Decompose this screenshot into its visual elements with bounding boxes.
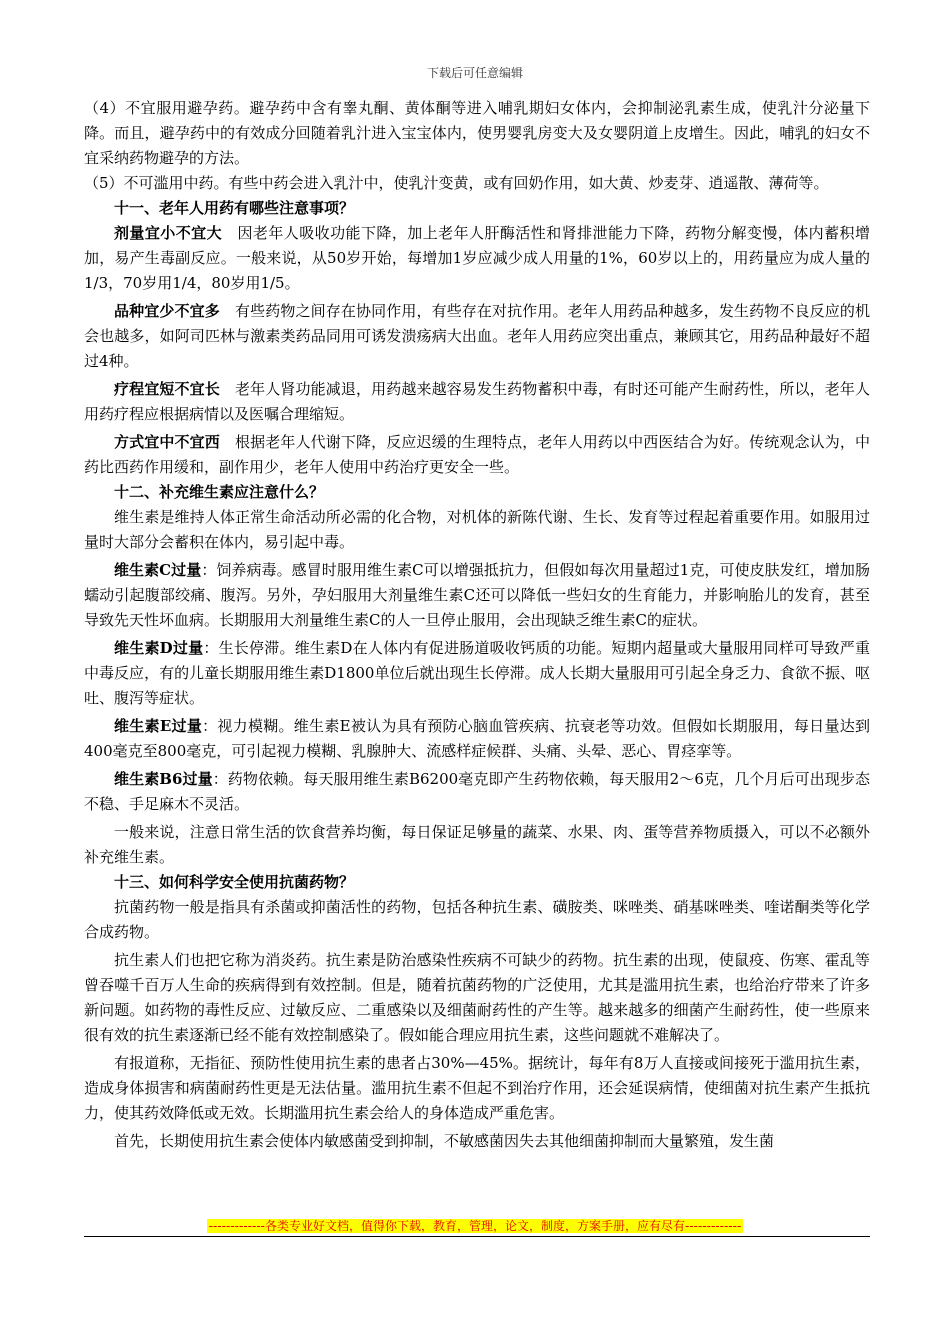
- paragraph-text: 有些药物之间存在协同作用，有些存在对抗作用。老年人用药品种越多，发生药物不良反应的机会也越多，如阿司匹林与激素类药品同用可诱发溃疡病大出血。老年人用药应突出重点，兼顾其它，用药品种最好不超过4种。: [84, 302, 870, 370]
- paragraph-lead: 维生素D过量: [114, 639, 204, 657]
- paragraph: [84, 377, 870, 427]
- paragraph-text: 老年人肾功能减退，用药越来越容易发生药物蓄积中毒，有时还可能产生耐药性，所以，老年人用药疗程应根据病情以及医嘱合理缩短。: [84, 380, 870, 423]
- footer-divider: [84, 1236, 870, 1237]
- paragraph-text: ：视力模糊。维生素E被认为具有预防心脑血管疾病、抗衰老等功效。但假如长期服用，每日量达到400毫克至800毫克，可引起视力模糊、乳腺肿大、流感样症候群、头痛、头晕、恶心、胃痉挛等。: [84, 717, 870, 760]
- paragraph-lead: 维生素C过量: [114, 561, 202, 579]
- paragraph: [84, 299, 870, 374]
- footer-banner: [0, 1215, 950, 1234]
- page-header: 下载后可任意编辑: [426, 66, 523, 80]
- footer-banner-text: -------------各类专业好文档，值得你下载，教育，管理，论文，制度，方案手册，应有尽有-------------: [208, 1219, 742, 1233]
- section-heading-11: 十一、老年人用药有哪些注意事项？: [114, 199, 355, 217]
- paragraph-lead: 维生素B6过量: [114, 770, 213, 788]
- paragraph: [84, 430, 870, 480]
- paragraph-lead: 维生素E过量: [114, 717, 203, 735]
- paragraph: [84, 221, 870, 296]
- paragraph: 抗生素人们也把它称为消炎药。抗生素是防治感染性疾病不可缺少的药物。抗生素的出现，使鼠疫、伤寒、霍乱等曾吞噬千百万人生命的疾病得到有效控制。但是，随着抗菌药物的广泛使用，尤其是滥用抗生素，也给治疗带来了许多新问题。如药物的毒性反应、过敏反应、二重感染以及细菌耐药性的产生等。越来越多的细菌产生耐药性，使一些原来很有效的抗生素逐渐已经不能有效控制感染了。假如能合理应用抗生素，这些问题就不难解决了。: [84, 951, 870, 1044]
- section-heading-13: 十三、如何科学安全使用抗菌药物？: [114, 873, 355, 891]
- paragraph-text: ：饲养病毒。感冒时服用维生素C可以增强抵抗力，但假如每次用量超过1克，可使皮肤发红，增加肠蠕动引起腹部绞痛、腹泻。另外，孕妇服用大剂量维生素C还可以降低一些妇女的生育能力，并影响胎儿的发育，甚至导致先天性坏血病。长期服用大剂量维生素C的人一旦停止服用，会出现缺乏维生素C的症状。: [84, 561, 870, 629]
- paragraph: （4）不宜服用避孕药。避孕药中含有睾丸酮、黄体酮等进入哺乳期妇女体内，会抑制泌乳素生成，使乳汁分泌量下降。而且，避孕药中的有效成分回随着乳汁进入宝宝体内，使男婴乳房变大及女婴阴道上皮增生。因此，哺乳的妇女不宜采纳药物避孕的方法。: [84, 99, 870, 167]
- paragraph: 维生素是维持人体正常生命活动所必需的化合物，对机体的新陈代谢、生长、发育等过程起着重要作用。如服用过量时大部分会蓄积在体内，易引起中毒。: [84, 508, 870, 551]
- paragraph-lead: 品种宜少不宜多: [114, 302, 220, 320]
- paragraph-text: ：生长停滞。维生素D在人体内有促进肠道吸收钙质的功能。短期内超量或大量服用同样可导致严重中毒反应，有的儿童长期服用维生素D1800单位后就出现生长停滞。成人长期大量服用可引起全身乏力、食欲不振、呕吐、腹泻等症状。: [84, 639, 871, 707]
- paragraph: 抗菌药物一般是指具有杀菌或抑菌活性的药物，包括各种抗生素、磺胺类、咪唑类、硝基咪唑类、喹诺酮类等化学合成药物。: [84, 898, 870, 941]
- paragraph: 一般来说，注意日常生活的饮食营养均衡，每日保证足够量的蔬菜、水果、肉、蛋等营养物质摄入，可以不必额外补充维生素。: [84, 823, 870, 866]
- paragraph: [84, 558, 870, 633]
- paragraph: [84, 714, 870, 764]
- paragraph-text: 根据老年人代谢下降，反应迟缓的生理特点，老年人用药以中西医结合为好。传统观念认为，中药比西药作用缓和，副作用少，老年人使用中药治疗更安全一些。: [84, 433, 870, 476]
- paragraph-lead: 疗程宜短不宜长: [114, 380, 220, 398]
- paragraph: （5）不可滥用中药。有些中药会进入乳汁中，使乳汁变黄，或有回奶作用，如大黄、炒麦芽、逍遥散、薄荷等。: [84, 174, 829, 192]
- paragraph-lead: 剂量宜小不宜大: [114, 224, 223, 242]
- paragraph: 首先，长期使用抗生素会使体内敏感菌受到抑制，不敏感菌因失去其他细菌抑制而大量繁殖，发生菌: [114, 1132, 775, 1150]
- paragraph: [84, 767, 870, 817]
- paragraph-text: 因老年人吸收功能下降，加上老年人肝酶活性和肾排泄能力下降，药物分解变慢，体内蓄积增加，易产生毒副反应。一般来说，从50岁开始，每增加1岁应减少成人用量的1%，60岁以上的，用药量应为成人量的1/3，70岁用1/4，80岁用1/5。: [84, 224, 870, 292]
- paragraph: 有报道称，无指征、预防性使用抗生素的患者占30%—45%。据统计，每年有8万人直接或间接死于滥用抗生素，造成身体损害和病菌耐药性更是无法估量。滥用抗生素不但起不到治疗作用，还会延误病情，使细菌对抗生素产生抵抗力，使其药效降低或无效。长期滥用抗生素会给人的身体造成严重危害。: [84, 1054, 870, 1122]
- document-body: [84, 96, 870, 1154]
- section-heading-12: 十二、补充维生素应注意什么？: [114, 483, 325, 501]
- paragraph-text: ：药物依赖。每天服用维生素B6200毫克即产生药物依赖，每天服用2～6克，几个月后可出现步态不稳、手足麻木不灵活。: [84, 770, 870, 813]
- paragraph-lead: 方式宜中不宜西: [114, 433, 220, 451]
- paragraph: [84, 636, 870, 711]
